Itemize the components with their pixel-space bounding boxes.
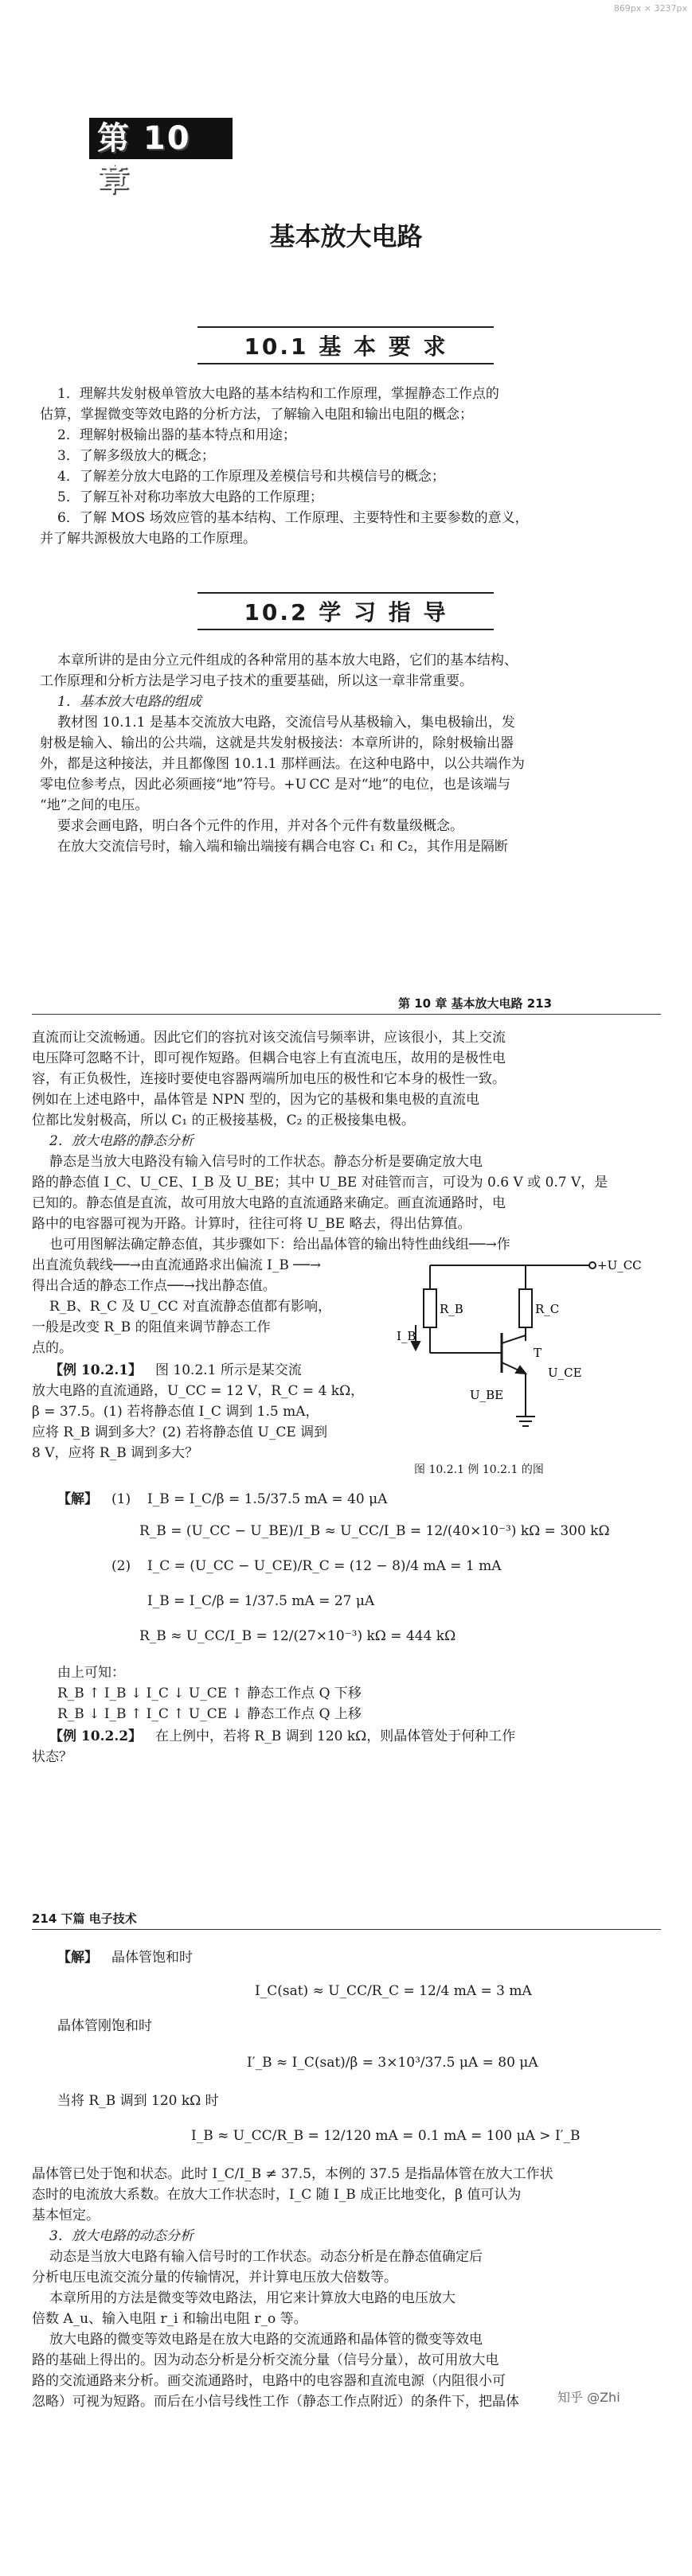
- paragraph-line: R_B、R_C 及 U_CC 对直流静态值都有影响，: [49, 1299, 332, 1315]
- paragraph-line: 零电位参考点，因此必须画接“地”符号。+U CC 是对“地”的电位，也是该端与: [40, 777, 511, 793]
- equation: I_B = I_C/β = 1.5/37.5 mA = 40 μA: [147, 1491, 388, 1507]
- emitter-arrow: [516, 1366, 526, 1374]
- paragraph-line: 外，都是这种接法，并且都像图 10.1.1 那样画法。在这种电路中，以公共端作为: [40, 756, 525, 772]
- rc-label: R_C: [535, 1302, 560, 1316]
- paragraph-line: 得出合适的静态工作点──→找出静态值。: [32, 1278, 276, 1294]
- paragraph-line: 本章所用的方法是微变等效电路法，用它来计算放大电路的电压放大: [49, 2290, 455, 2306]
- paragraph-line: 路中的电容器可视为开路。计算时，往往可将 U_BE 略去，得出估算值。: [32, 1216, 471, 1232]
- paragraph-line: 静态是当放大电路没有输入信号时的工作状态。静态分析是要确定放大电: [49, 1154, 483, 1170]
- list-item: 2．理解射极输出器的基本特点和用途；: [57, 427, 296, 443]
- rb-label: R_B: [440, 1302, 463, 1316]
- equation: R_B = (U_CC − U_BE)/I_B ≈ U_CC/I_B = 12/(40×10⁻³) kΩ = 300 kΩ: [139, 1523, 610, 1539]
- paragraph-line: 点的。: [32, 1340, 72, 1356]
- dc-circuit-figure: [374, 1241, 645, 1448]
- paragraph-line: 在上例中，若将 R_B 调到 120 kΩ，则晶体管处于何种工作: [155, 1728, 516, 1744]
- paragraph-line: 基本恒定。: [32, 2208, 100, 2223]
- solution-label: 【解】: [57, 1491, 98, 1507]
- subsection-heading: 3．放大电路的动态分析: [49, 2228, 194, 2244]
- paragraph-line: 忽略）可视为短路。而后在小信号线性工作（静态工作点附近）的条件下，把晶体: [32, 2394, 519, 2410]
- solution-label: 【解】: [57, 1950, 98, 1966]
- paragraph-line: 容，有正负极性，连接时要使电容器两端所加电压的极性和它本身的极性一致。: [32, 1071, 506, 1087]
- paragraph-line: 路的交流通路来分析。画交流通路时，电路中的电容器和直流电源（内阻很小可: [32, 2373, 506, 2389]
- paragraph-line: 晶体管已处于饱和状态。此时 I_C/I_B ≠ 37.5，本例的 37.5 是指晶体管在放大工作状: [32, 2166, 553, 2182]
- paragraph-line: 也可用图解法确定静态值，其步骤如下：给出晶体管的输出特性曲线组──→作: [49, 1237, 510, 1253]
- section-title-10-2: 10.2 学 习 指 导: [244, 599, 448, 625]
- list-item: 并了解共源极放大电路的工作原理。: [40, 531, 256, 547]
- page-header-213: 第 10 章 基本放大电路 213: [398, 996, 553, 1011]
- paragraph-line: 应将 R_B 调到多大？(2) 若将静态值 U_CE 调到: [32, 1424, 328, 1440]
- list-item: 3．了解多级放大的概念；: [57, 448, 215, 464]
- figure-caption: 图 10.2.1 例 10.2.1 的图: [414, 1463, 544, 1476]
- section-rule-bottom: [197, 629, 494, 630]
- section-rule-top: [197, 326, 494, 328]
- resistor-rc: [519, 1289, 532, 1327]
- paragraph-line: 路的基础上得出的。因为动态分析是分析交流分量（信号分量），故可用放大电: [32, 2352, 499, 2368]
- subsection-heading: 2．放大电路的静态分析: [49, 1133, 194, 1149]
- conclusion-heading: 由上可知：: [57, 1665, 125, 1681]
- paragraph-line: “地”之间的电压。: [40, 797, 149, 813]
- paragraph-line: 电压降可忽略不计，即可视作短路。但耦合电容上有直流电压，故用的是极性电: [32, 1050, 506, 1066]
- header-divider: [32, 1014, 661, 1015]
- paragraph-line: 位都比发射极高，所以 C₁ 的正极接基极，C₂ 的正极接集电极。: [32, 1113, 415, 1128]
- section-title-10-1: 10.1 基 本 要 求: [244, 333, 448, 360]
- step-prefix: (2): [111, 1558, 131, 1574]
- trend-row: R_B ↓ I_B ↑ I_C ↑ U_CE ↓ 静态工作点 Q 上移: [57, 1706, 362, 1722]
- ucc-label: +U_CC: [597, 1258, 642, 1272]
- intro-line: 工作原理和分析方法是学习电子技术的重要基础，所以这一章非常重要。: [40, 673, 473, 689]
- trend-row: R_B ↑ I_B ↓ I_C ↓ U_CE ↑ 静态工作点 Q 下移: [57, 1686, 362, 1701]
- ube-label: U_BE: [470, 1388, 504, 1402]
- equation: I′_B ≈ I_C(sat)/β = 3×10³/37.5 μA = 80 μA: [247, 2055, 538, 2071]
- image-dimensions-label: 869px × 3237px: [613, 3, 687, 14]
- paragraph-line: 晶体管饱和时: [111, 1950, 193, 1966]
- intro-line: 本章所讲的是由分立元件组成的各种常用的基本放大电路，它们的基本结构、: [57, 653, 518, 668]
- paragraph-line: 分析电压电流交流分量的传输情况，并计算电压放大倍数等。: [32, 2270, 397, 2286]
- step-prefix: (1): [111, 1491, 131, 1507]
- paragraph-line: 放大电路的直流通路，U_CC = 12 V，R_C = 4 kΩ，: [32, 1383, 365, 1399]
- transistor-label: T: [534, 1346, 542, 1360]
- equation: I_C = (U_CC − U_CE)/R_C = (12 − 8)/4 mA = 1 mA: [147, 1558, 502, 1574]
- section-rule-top: [197, 592, 494, 594]
- example-label: 【例 10.2.1】: [49, 1362, 143, 1378]
- section-rule-bottom: [197, 363, 494, 364]
- paragraph-line: 路的静态值 I_C、U_CE、I_B 及 U_BE；其中 U_BE 对硅管而言，可设为 0.6 V 或 0.7 V，是: [32, 1175, 608, 1191]
- header-divider: [32, 1929, 661, 1930]
- paragraph-line: 晶体管刚饱和时: [57, 2018, 152, 2034]
- chapter-banner: 第 10 章: [89, 118, 233, 159]
- list-item: 4．了解差分放大电路的工作原理及差模信号和共模信号的概念；: [57, 469, 445, 485]
- list-item: 1．理解共发射极单管放大电路的基本结构和工作原理，掌握静态工作点的: [57, 386, 499, 402]
- supply-terminal: [589, 1262, 596, 1269]
- example-label: 【例 10.2.2】: [49, 1728, 143, 1744]
- ib-label: I_B: [397, 1329, 416, 1343]
- paragraph-line: 放大电路的微变等效电路是在放大电路的交流通路和晶体管的微变等效电: [49, 2332, 483, 2348]
- paragraph-line: 射极是输入、输出的公共端，这就是共发射极接法：本章所讲的，除射极输出器: [40, 735, 514, 751]
- uce-label: U_CE: [548, 1366, 582, 1380]
- paragraph-line: 当将 R_B 调到 120 kΩ 时: [57, 2093, 219, 2109]
- paragraph-line: 状态？: [32, 1749, 72, 1765]
- list-item: 5．了解互补对称功率放大电路的工作原理；: [57, 489, 323, 505]
- chapter-title: 基本放大电路: [269, 221, 423, 251]
- subsection-heading: 1．基本放大电路的组成: [57, 694, 201, 710]
- paragraph-line: 已知的。静态值是直流，故可用放大电路的直流通路来确定。画直流通路时，电: [32, 1195, 506, 1211]
- transistor-collector: [502, 1335, 526, 1343]
- resistor-rb: [424, 1289, 436, 1327]
- equation: I_B ≈ U_CC/R_B = 12/120 mA = 0.1 mA = 100 μA > I′_B: [191, 2128, 581, 2144]
- paragraph-line: 在放大交流信号时，输入端和输出端接有耦合电容 C₁ 和 C₂，其作用是隔断: [57, 839, 508, 855]
- zhihu-watermark: 知乎 @Zhi: [557, 2390, 620, 2405]
- list-item: 6．了解 MOS 场效应管的基本结构、工作原理、主要特性和主要参数的意义，: [57, 510, 529, 526]
- equation: I_B = I_C/β = 1/37.5 mA = 27 μA: [147, 1593, 375, 1609]
- paragraph-line: 一般是改变 R_B 的阻值来调节静态工作: [32, 1319, 271, 1335]
- paragraph-line: 要求会画电路，明白各个元件的作用，并对各个元件有数量级概念。: [57, 818, 463, 834]
- paragraph-line: 8 V，应将 R_B 调到多大？: [32, 1445, 199, 1461]
- paragraph-line: 直流而让交流畅通。因此它们的容抗对该交流信号频率讲，应该很小，其上交流: [32, 1030, 506, 1046]
- paragraph-line: 出直流负载线──→由直流通路求出偏流 I_B ──→: [32, 1257, 321, 1273]
- equation: R_B ≈ U_CC/I_B = 12/(27×10⁻³) kΩ = 444 kΩ: [139, 1628, 456, 1644]
- paragraph-line: 倍数 A_u、输入电阻 r_i 和输出电阻 r_o 等。: [32, 2311, 307, 2327]
- paragraph-line: β = 37.5。(1) 若将静态值 I_C 调到 1.5 mA，: [32, 1404, 319, 1420]
- paragraph-line: 图 10.2.1 所示是某交流: [155, 1362, 302, 1378]
- page-header-214: 214 下篇 电子技术: [32, 1912, 137, 1926]
- paragraph-line: 例如在上述电路中，晶体管是 NPN 型的，因为它的基极和集电极的直流电: [32, 1092, 479, 1108]
- paragraph-line: 动态是当放大电路有输入信号时的工作状态。动态分析是在静态值确定后: [49, 2249, 483, 2265]
- equation: I_C(sat) ≈ U_CC/R_C = 12/4 mA = 3 mA: [255, 1983, 532, 1999]
- list-item: 估算，掌握微变等效电路的分析方法，了解输入电阻和输出电阻的概念；: [40, 407, 473, 423]
- paragraph-line: 态时的电流放大系数。在放大工作状态时，I_C 随 I_B 成正比地变化，β 值可认为: [32, 2187, 522, 2203]
- paragraph-line: 教材图 10.1.1 是基本交流放大电路，交流信号从基极输入，集电极输出，发: [57, 715, 515, 731]
